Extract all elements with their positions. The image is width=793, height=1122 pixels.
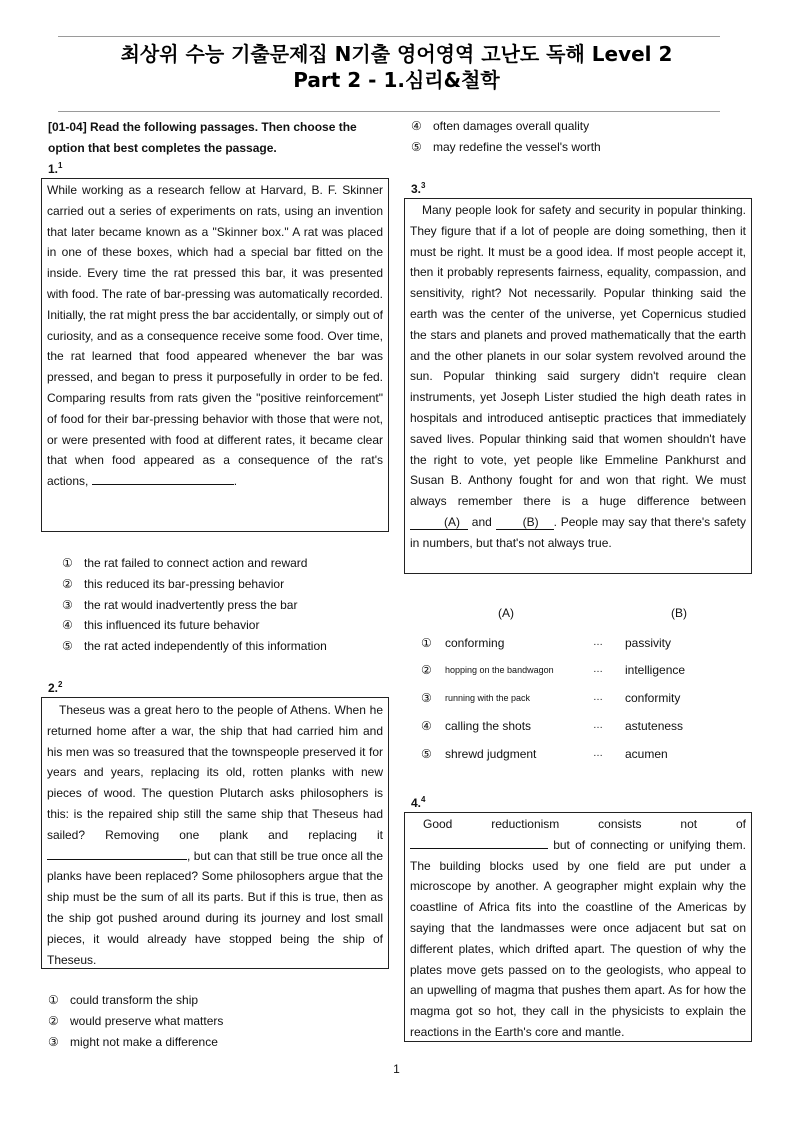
question-1-passage-box (41, 178, 389, 532)
question-3-options (421, 602, 761, 772)
question-4-number: 4.$^4$ (411, 795, 426, 810)
question-3-option-3[interactable]: ③ running with the pack … conformity (421, 691, 681, 705)
question-1-option-3[interactable]: ③ the rat would inadvertently press the bar (62, 597, 298, 612)
page-number: 1 (393, 1062, 400, 1076)
question-1-number: 1.$^1$ (48, 161, 63, 176)
question-3-option-5[interactable]: ⑤ shrewd judgment … acumen (421, 747, 668, 761)
question-3-column-b-header: (B) (671, 606, 687, 620)
question-3-number: 3.$^3$ (411, 181, 426, 196)
question-3-blank-b: (B) (496, 515, 554, 530)
top-rule (58, 36, 720, 37)
question-3-column-a-header: (A) (498, 606, 514, 620)
question-3-option-2[interactable]: ② hopping on the bandwagon … intelligence (421, 663, 686, 677)
question-1-option-2[interactable]: ② this reduced its bar-pressing behavior (62, 576, 285, 591)
question-1-options (62, 553, 327, 657)
question-2-option-1[interactable]: ① could transform the ship (48, 993, 199, 1007)
question-1-option-1[interactable]: ① the rat failed to connect action and reward (62, 556, 308, 570)
question-2-option-5[interactable]: ⑤ may redefine the vessel's worth (411, 139, 601, 154)
instructions-line-1: [01-04] Read the following passages. Then choose the (48, 120, 357, 134)
page-subtitle: Part 2 - 1.심리&철학 (293, 68, 500, 92)
question-2-option-4[interactable]: ④ often damages overall quality (411, 119, 590, 133)
instructions-line-2: option that best completes the passage. (48, 141, 277, 155)
question-2-options-continued (411, 116, 601, 158)
question-2-answer-blank (47, 847, 187, 860)
question-1-passage: While working as a research fellow at Harvard, B. F. Skinner carried out a series of experiments on rats, using an invention that later became known as a "Skinner box." A rat was placed in one of these boxes, which had a special bar fitted on the inside. Every time the rat pressed this bar, it was presented with food. The rate of bar-pressing was automatically recorded. Initially, the rat might press the bar accidentally, or simply out of curiosity, and as a consequence receive some food. Over time, the rat learned that food appeared whenever the bar was pressed, and began to press it purposefully in order to be fed. Comparing results from rats given the "positive reinforcement" of food for their bar-pressing behavior with those that were not, or were presented with food at different rates, it became clear that when food appeared as a consequence of the rat's actions, . (47, 183, 383, 489)
question-3-blank-a: (A) (410, 515, 468, 530)
question-3-passage: Many people look for safety and security in popular thinking. They figure that if a lot of people are doing something, then it must be right. It must be a good idea. If most people accept it, then it probably represents fairness, equality, compassion, and sensitivity, right? Not necessarily. Popular thinking said the earth was the center of the universe, yet Copernicus studied the stars and planets and proved mathematically that the earth and the other planets in our solar system revolved around the sun. Popular thinking said surgery didn't require clean instruments, yet Joseph Lister studied the high death rates in hospitals and introduced antiseptic practices that immediately saved lives. Popular thinking said that women shouldn't have the right to vote, yet people like Emmeline Pankhurst and Susan B. Anthony fought for and won that right. We must always remember there is a huge difference between (A) and (B) . People may say that there's safety in numbers, but that's not always true. (410, 203, 746, 550)
question-4-passage-box (404, 812, 752, 1042)
question-1-option-5[interactable]: ⑤ the rat acted independently of this information (62, 639, 327, 654)
header-bottom-rule (58, 111, 720, 112)
question-2-passage-box (41, 697, 389, 969)
page-title: 최상위 수능 기출문제집 N기출 영어영역 고난도 독해 Level 2 (120, 42, 673, 66)
question-4-first-line: Good reductionism consists not of (423, 817, 746, 831)
question-1-option-4[interactable]: ④ this influenced its future behavior (62, 618, 260, 633)
instructions (48, 117, 383, 159)
question-3-option-4[interactable]: ④ calling the shots … astuteness (421, 719, 684, 733)
question-2-passage: Theseus was a great hero to the people of Athens. When he returned home after a war, the ship that had carried him and his men was so treasured that the townspeople preserved it for years and years, replacing its old, rotten planks with new pieces of wood. The question Plutarch asks philosophers is this: is the repaired ship still the same ship that Theseus had sailed? Removing one plank and replacing it , but can that still be true once all the planks have been replaced? Some philosophers argue that the ship must be the sum of all its parts. But if this is true, then as the ship got pushed around during its journey and lost small pieces, it would already have stopped being the ship of Theseus. (47, 703, 383, 967)
question-3-passage-box (404, 198, 752, 574)
question-2-option-3[interactable]: ③ might not make a difference (48, 1034, 218, 1049)
question-2-number: 2.$^2$ (48, 680, 63, 695)
question-4-answer-blank (410, 836, 548, 849)
question-2-options (48, 990, 223, 1052)
question-1-answer-blank (92, 472, 234, 485)
question-4-passage: Good reductionism consists not of but of connecting or unifying them. The building blocks used by one field are put under a microscope by another. A geographer might explain why the coastline of Africa fits into the coastline of the Americas by saying that the landmasses were once adjacent but sat on different plates, which drifted apart. The question of why the plates move gets passed on to the geologists, who appeal to an upwelling of magma that pushes them apart. As for how the magma got so hot, they call in the physicists to explain the reactions in the Earth's core and mantle. (410, 814, 746, 1042)
question-3-option-1[interactable]: ① conforming … passivity (421, 636, 672, 650)
question-2-option-2[interactable]: ② would preserve what matters (48, 1013, 224, 1028)
